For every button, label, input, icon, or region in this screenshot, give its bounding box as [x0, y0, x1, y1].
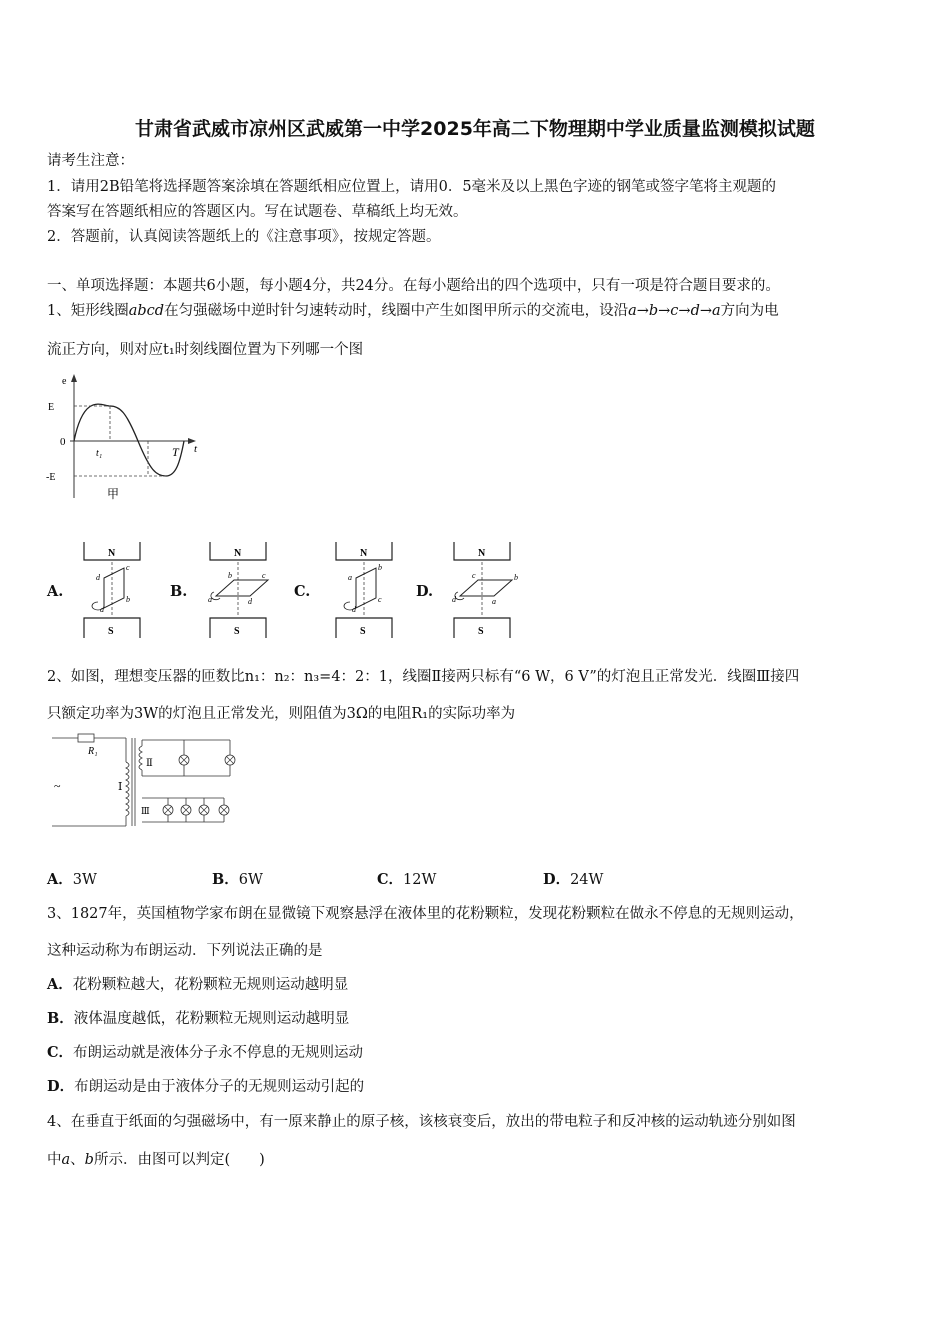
- svg-text:b: b: [126, 595, 130, 604]
- south-pole: S: [360, 626, 366, 637]
- south-pole: S: [108, 626, 114, 637]
- svg-text:b: b: [228, 571, 232, 580]
- north-pole: N: [108, 548, 116, 559]
- svg-text:d: d: [452, 595, 456, 604]
- q2-option-c[interactable]: C．12W: [377, 871, 437, 888]
- coil-1-label: Ⅰ: [118, 781, 123, 793]
- south-pole: S: [478, 626, 484, 637]
- svg-text:d: d: [96, 573, 100, 582]
- q1-option-b-figure[interactable]: [200, 540, 280, 640]
- q4-line-2: 中a、b所示．由图可以判定( ): [47, 1152, 265, 1168]
- svg-text:c: c: [472, 571, 476, 580]
- graph-y-label: e: [62, 376, 67, 387]
- graph-e-label: E: [48, 402, 55, 413]
- svg-text:d: d: [352, 605, 356, 614]
- q3-option-c[interactable]: C．布朗运动就是液体分子永不停息的无规则运动: [47, 1044, 364, 1061]
- page-title: 甘肃省武威市凉州区武威第一中学2025年高二下物理期中学业质量监测模拟试题: [135, 118, 815, 140]
- q1-option-d-label[interactable]: D.: [416, 583, 434, 600]
- svg-text:b: b: [514, 573, 518, 582]
- q1-option-a-label[interactable]: A.: [47, 583, 64, 600]
- graph-T-label: T: [172, 445, 179, 459]
- svg-text:a: a: [208, 595, 212, 604]
- svg-text:d: d: [248, 597, 252, 606]
- svg-text:c: c: [126, 563, 130, 572]
- q2-line-1: 2、如图，理想变压器的匝数比n₁：n₂：n₃=4：2：1，线圈Ⅱ接两只标有“6 W，6 V”的灯泡且正常发光．线圈Ⅲ接四: [47, 669, 800, 685]
- q1-graph: [44, 372, 204, 504]
- coil-3-label: Ⅲ: [141, 806, 150, 816]
- q2-option-a[interactable]: A．3W: [47, 871, 97, 888]
- graph-x-label: t: [194, 443, 198, 455]
- graph-caption: 甲: [107, 487, 120, 501]
- q3-option-d[interactable]: D．布朗运动是由于液体分子的无规则运动引起的: [47, 1078, 365, 1095]
- r1-label: R₁: [88, 746, 98, 757]
- q1-line-1: 1、矩形线圈abcd在匀强磁场中逆时针匀速转动时，线圈中产生如图甲所示的交流电，设沿a→b→c→d→a方向为电: [47, 303, 779, 319]
- graph-t1-label: t₁: [96, 448, 103, 459]
- q2-option-b[interactable]: B．6W: [212, 871, 263, 888]
- graph-zero-label: 0: [60, 436, 66, 448]
- q1-option-a-figure[interactable]: [74, 540, 154, 640]
- q4-line-1: 4、在垂直于纸面的匀强磁场中，有一原来静止的原子核，该核衰变后，放出的带电粒子和反冲核的运动轨迹分别如图: [47, 1114, 796, 1130]
- svg-text:b: b: [378, 563, 382, 572]
- notice-line-1a: 1．请用2B铅笔将选择题答案涂填在答题纸相应位置上，请用0．5毫米及以上黑色字迹的钢笔或签字笔将主观题的: [47, 179, 777, 195]
- q1-option-d-figure[interactable]: [444, 540, 524, 640]
- south-pole: S: [234, 626, 240, 637]
- svg-text:a: a: [492, 597, 496, 606]
- north-pole: N: [234, 548, 242, 559]
- notice-line-2: 2．答题前，认真阅读答题纸上的《注意事项》，按规定答题。: [47, 229, 441, 245]
- q3-line-1: 3、1827年，英国植物学家布朗在显微镜下观察悬浮在液体里的花粉颗粒，发现花粉颗粒在做永不停息的无规则运动，: [47, 906, 804, 922]
- notice-heading: 请考生注意：: [47, 153, 134, 169]
- svg-text:a: a: [100, 605, 104, 614]
- north-pole: N: [360, 548, 368, 559]
- svg-text:a: a: [348, 573, 352, 582]
- q1-option-c-figure[interactable]: [326, 540, 406, 640]
- q1-option-b-label[interactable]: B.: [170, 583, 188, 600]
- q3-option-a[interactable]: A．花粉颗粒越大，花粉颗粒无规则运动越明显: [47, 976, 349, 993]
- source-symbol: ~: [54, 779, 61, 793]
- north-pole: N: [478, 548, 486, 559]
- q1-line-2: 流正方向，则对应t₁时刻线圈位置为下列哪一个图: [47, 342, 364, 358]
- coil-2-label: Ⅱ: [146, 758, 153, 769]
- graph-neg-label: -E: [46, 472, 56, 483]
- q2-circuit: [48, 732, 240, 832]
- section-heading: 一、单项选择题：本题共6小题，每小题4分，共24分。在每小题给出的四个选项中，只有一项是符合题目要求的。: [47, 278, 780, 294]
- notice-line-1b: 答案写在答题纸相应的答题区内。写在试题卷、草稿纸上均无效。: [47, 204, 468, 220]
- q3-line-2: 这种运动称为布朗运动．下列说法正确的是: [47, 943, 323, 959]
- q2-line-2: 只额定功率为3W的灯泡且正常发光，则阻值为3Ω的电阻R₁的实际功率为: [47, 706, 516, 722]
- q3-option-b[interactable]: B．液体温度越低，花粉颗粒无规则运动越明显: [47, 1010, 350, 1027]
- svg-text:c: c: [378, 595, 382, 604]
- q1-option-c-label[interactable]: C.: [294, 583, 311, 600]
- q2-option-d[interactable]: D．24W: [543, 871, 604, 888]
- svg-text:c: c: [262, 571, 266, 580]
